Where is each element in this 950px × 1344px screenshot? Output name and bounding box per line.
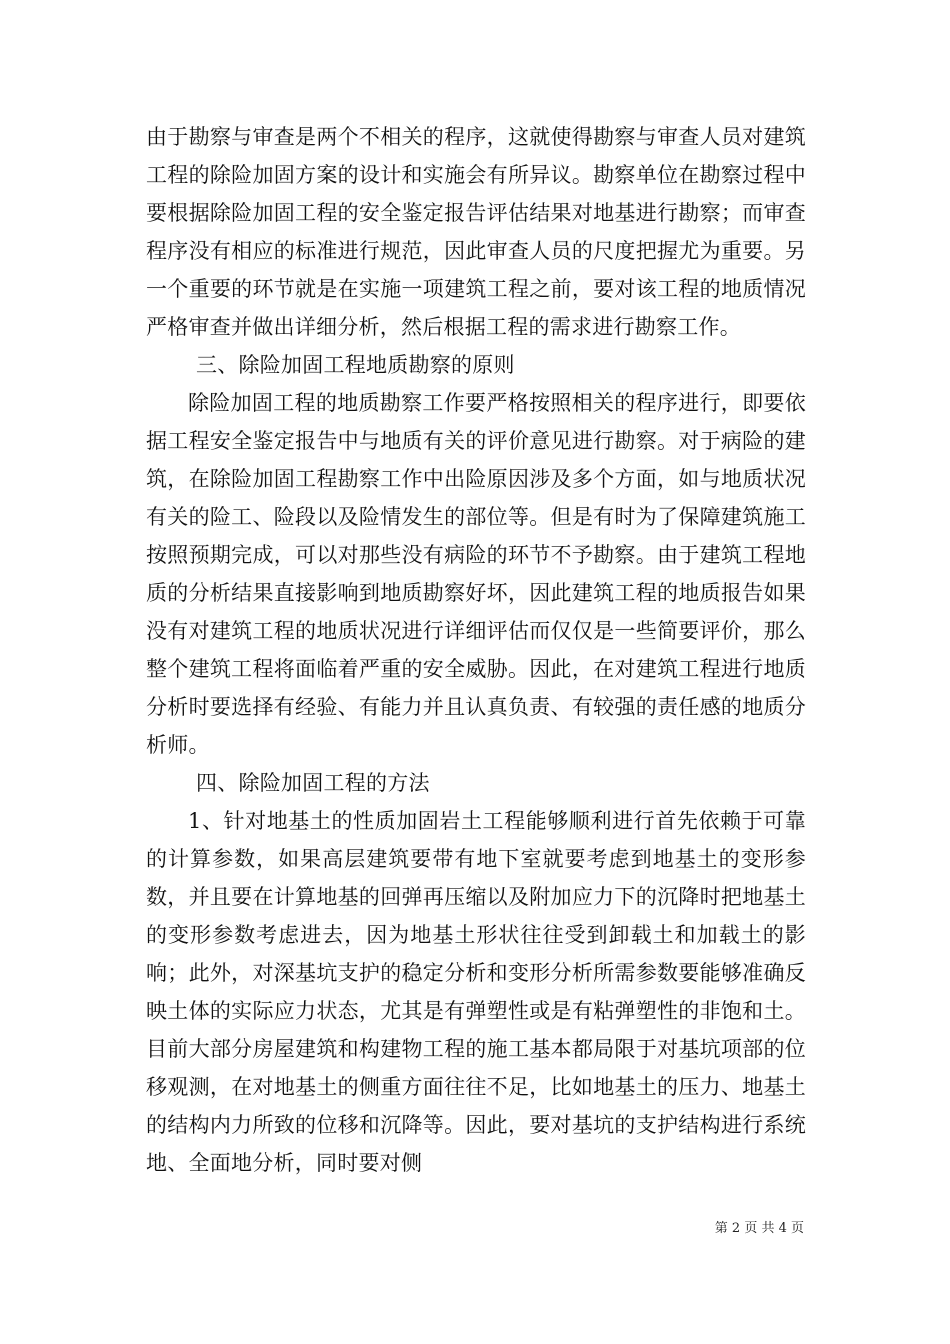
section-heading-methods: 四、除险加固工程的方法 (196, 771, 430, 795)
page-number-footer: 第 2 页 共 4 页 (714, 1221, 804, 1236)
paragraph-principles: 除险加固工程的地质勘察工作要严格按照相关的程序进行，即要依据工程安全鉴定报告中与地质有关的评价意见进行勘察。对于病险的建筑，在除险加固工程勘察工作中出险原因涉及多个方面，如与地质状况有关的险工、险段以及险情发生的部位等。但是有时为了保障建筑施工按照预期完成，可以对那些没有病险的环节不予勘察。由于建筑工程地质的分析结果直接影响到地质勘察好坏，因此建筑工程的地质报告如果没有对建筑工程的地质状况进行详细评估而仅仅是一些简要评价，那么整个建筑工程将面临着严重的安全威胁。因此，在对建筑工程进行地质分析时要选择有经验、有能力并且认真负责、有较强的责任感的地质分析师。 (146, 391, 806, 757)
paragraph-survey-review: 由于勘察与审查是两个不相关的程序，这就使得勘察与审查人员对建筑工程的除险加固方案的设计和实施会有所异议。勘察单位在勘察过程中要根据除险加固工程的安全鉴定报告评估结果对地基进行勘察；而审查程序没有相应的标准进行规范，因此审查人员的尺度把握尤为重要。另一个重要的环节就是在实施一项建筑工程之前，要对该工程的地质情况严格审查并做出详细分析，然后根据工程的需求进行勘察工作。 (146, 125, 806, 339)
paragraph-method-1: 1、针对地基土的性质加固岩土工程能够顺利进行首先依赖于可靠的计算参数，如果高层建筑要带有地下室就要考虑到地基土的变形参数，并且要在计算地基的回弹再压缩以及附加应力下的沉降时把地基土的变形参数考虑进去，因为地基土形状往往受到卸载土和加载土的影响；此外，对深基坑支护的稳定分析和变形分析所需参数要能够准确反映土体的实际应力状态，尤其是有弹塑性或是有粘弹塑性的非饱和土。目前大部分房屋建筑和构建物工程的施工基本都局限于对基坑项部的位移观测，在对地基土的侧重方面往往不足，比如地基土的压力、地基土的结构内力所致的位移和沉降等。因此，要对基坑的支护结构进行系统地、全面地分析，同时要对侧 (146, 809, 806, 1175)
section-heading-principles: 三、除险加固工程地质勘察的原则 (196, 353, 515, 377)
document-body (146, 118, 806, 1182)
